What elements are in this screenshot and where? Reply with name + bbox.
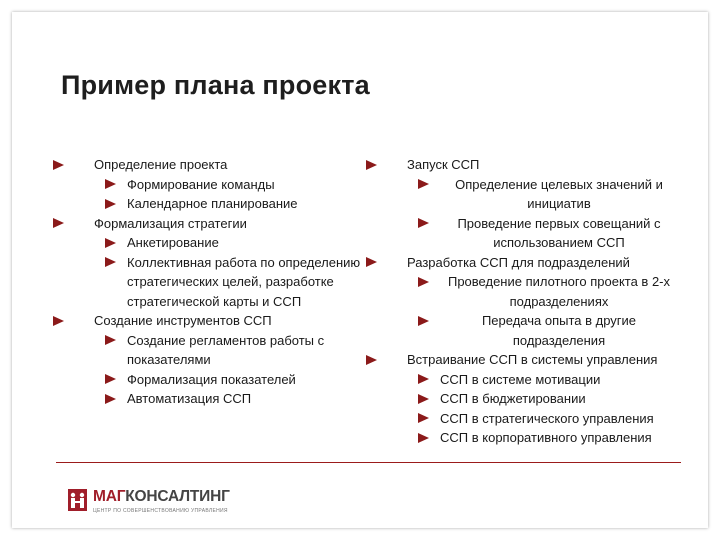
list-item (53, 214, 373, 234)
bullet-arrow-icon (53, 155, 65, 175)
list-item (53, 331, 365, 370)
bullet-arrow-icon (418, 370, 430, 390)
bullet-arrow-icon (105, 253, 117, 273)
bullet-arrow-icon (53, 214, 65, 234)
item-text: Запуск ССП (407, 157, 480, 172)
bullet-arrow-icon (105, 175, 117, 195)
bullet-arrow-icon (105, 233, 117, 253)
bullet-arrow-icon (418, 175, 430, 195)
bullet-arrow-icon (105, 331, 117, 351)
list-item (53, 233, 365, 253)
item-text: Автоматизация ССП (127, 391, 252, 406)
list-item (53, 253, 365, 312)
item-text: Проведение пилотного проекта в 2-х подразделениях (447, 274, 671, 309)
list-item (366, 253, 686, 273)
left-column (53, 155, 373, 409)
bullet-arrow-icon (418, 389, 430, 409)
item-text: Определение целевых значений и инициатив (455, 176, 663, 211)
list-item (366, 409, 678, 429)
list-item (53, 311, 373, 331)
logo-tagline: ЦЕНТР ПО СОВЕРШЕНСТВОВАНИЮ УПРАВЛЕНИЯ (93, 508, 228, 514)
list-item (53, 370, 365, 390)
list-item (53, 194, 365, 214)
list-item (366, 214, 678, 253)
item-text: Календарное планирование (127, 196, 298, 211)
list-item (366, 389, 678, 409)
list-item (53, 155, 373, 175)
item-text: Формализация стратегии (94, 215, 247, 231)
item-text: Коллективная работа по определению стратегических целей, разработке стратегической карты и ССП (127, 254, 361, 309)
bullet-arrow-icon (105, 389, 117, 409)
bullet-arrow-icon (105, 194, 117, 214)
list-item (53, 389, 365, 409)
bullet-arrow-icon (105, 370, 117, 390)
item-text: Определение проекта (94, 157, 228, 172)
footer-divider (56, 462, 681, 463)
bullet-arrow-icon (53, 311, 65, 331)
item-text: Создание регламентов работы с показателями (127, 332, 325, 367)
list-item (366, 155, 686, 175)
mag-logo-icon (68, 489, 87, 511)
bullet-arrow-icon (418, 214, 430, 234)
right-column (366, 155, 686, 448)
list-item (366, 272, 678, 311)
company-logo (68, 489, 230, 514)
item-text: Создание инструментов ССП (94, 313, 272, 328)
item-text: Передача опыта в другие подразделения (481, 313, 637, 348)
item-text: ССП в стратегического управления (440, 410, 654, 426)
item-text: Формализация показателей (127, 371, 296, 387)
logo-wordmark: МАГКОНСАЛТИНГ (93, 488, 230, 505)
item-text: ССП в корпоративного управления (440, 430, 652, 445)
page-title: Пример плана проекта (61, 70, 370, 100)
list-item (366, 311, 678, 350)
bullet-arrow-icon (418, 311, 430, 331)
bullet-arrow-icon (418, 272, 430, 292)
list-item (366, 428, 678, 448)
list-item (53, 175, 365, 195)
item-text: Проведение первых совещаний с использованием ССП (457, 215, 661, 250)
list-item (366, 350, 686, 370)
item-text: Встраивание ССП в системы управления (407, 352, 658, 367)
list-item (366, 370, 678, 390)
item-text: Анкетирование (127, 235, 219, 250)
bullet-arrow-icon (366, 350, 378, 370)
item-text: Формирование команды (127, 176, 275, 192)
bullet-arrow-icon (418, 409, 430, 429)
bullet-arrow-icon (366, 253, 378, 273)
list-item (366, 175, 678, 214)
bullet-arrow-icon (366, 155, 378, 175)
bullet-arrow-icon (418, 428, 430, 448)
item-text: ССП в системе мотивации (440, 371, 601, 387)
item-text: Разработка ССП для подразделений (407, 254, 630, 270)
item-text: ССП в бюджетировании (440, 391, 586, 406)
